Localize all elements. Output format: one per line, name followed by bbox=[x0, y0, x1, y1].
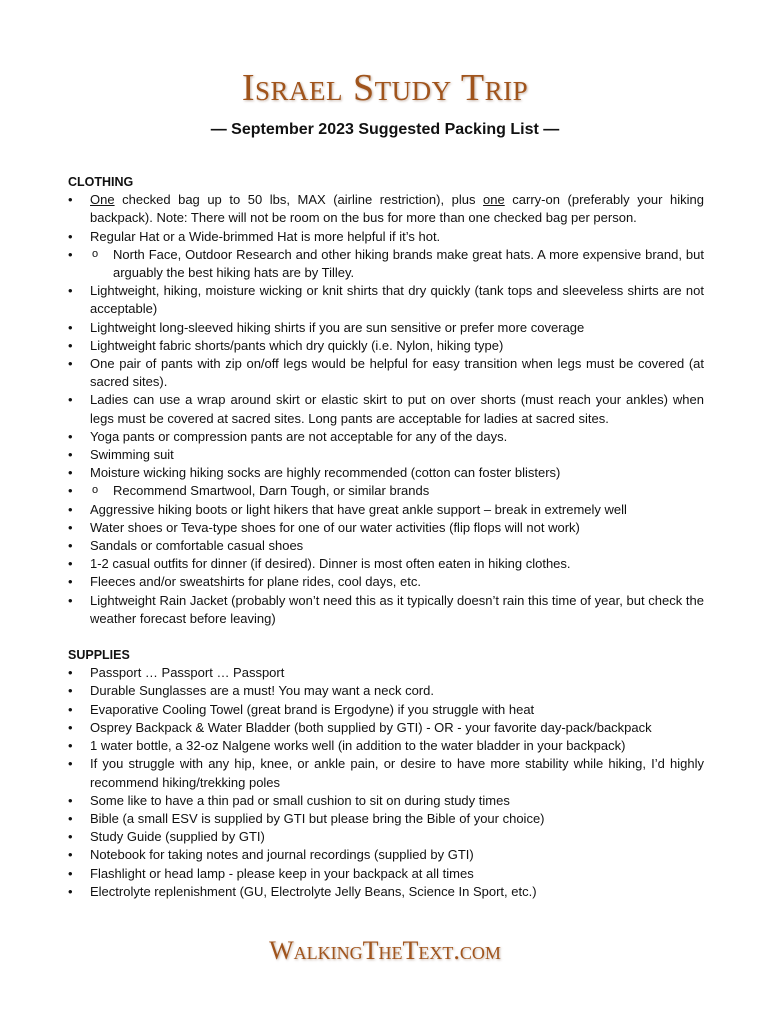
list-item: • 1-2 casual outfits for dinner (if desired). Dinner is most often eaten in hiking clothes. bbox=[68, 555, 704, 573]
list-item: • Lightweight long-sleeved hiking shirts if you are sun sensitive or prefer more coverage bbox=[68, 319, 704, 337]
list-item: • Passport … Passport … Passport bbox=[68, 664, 704, 682]
list-item: • Some like to have a thin pad or small cushion to sit on during study times bbox=[68, 792, 704, 810]
underlined-word: One bbox=[90, 192, 115, 208]
page-subtitle: — September 2023 Suggested Packing List — bbox=[210, 121, 560, 138]
list-item: • Regular Hat or a Wide-brimmed Hat is more helpful if it’s hot. bbox=[68, 228, 704, 246]
list-item: • One checked bag up to 50 lbs, MAX (airline restriction), plus one carry-on (preferably your hiking backpack). Note: There will not be room on the bus for more than one checked bag per person. bbox=[68, 191, 704, 227]
list-item: • Notebook for taking notes and journal recordings (supplied by GTI) bbox=[68, 846, 704, 864]
website-footer: WalkingTheText.com bbox=[269, 936, 501, 965]
list-item: • Ladies can use a wrap around skirt or elastic skirt to put on over shorts (must reach your ankles) when legs must be covered at sacred sites. Long pants are acceptable for ladies at sacred sites. bbox=[68, 391, 704, 427]
list-item: • If you struggle with any hip, knee, or ankle pain, or desire to have more stability while hiking, I’d highly recommend hiking/trekking poles bbox=[68, 755, 704, 791]
list-item: • Lightweight, hiking, moisture wicking or knit shirts that dry quickly (tank tops and sleeveless shirts are not acceptable) bbox=[68, 282, 704, 318]
list-item: • Evaporative Cooling Towel (great brand is Ergodyne) if you struggle with heat bbox=[68, 701, 704, 719]
list-item: • Fleeces and/or sweatshirts for plane rides, cool days, etc. bbox=[68, 573, 704, 591]
list-item: • Lightweight fabric shorts/pants which dry quickly (i.e. Nylon, hiking type) bbox=[68, 337, 704, 355]
list-item: • Swimming suit bbox=[68, 446, 704, 464]
list-item: • Study Guide (supplied by GTI) bbox=[68, 828, 704, 846]
sub-list-item: o • North Face, Outdoor Research and other hiking brands make great hats. A more expensive brand, but arguably the best hiking hats are by Tilley. bbox=[113, 246, 704, 282]
supplies-heading: SUPPLIES bbox=[68, 648, 130, 663]
sub-list-container bbox=[68, 482, 704, 500]
list-item: • Electrolyte replenishment (GU, Electrolyte Jelly Beans, Science In Sport, etc.) bbox=[68, 883, 704, 901]
socks-sub-list bbox=[68, 482, 704, 500]
list-item: • Aggressive hiking boots or light hikers that have great ankle support – break in extremely well bbox=[68, 501, 704, 519]
page-title: Israel Study Trip bbox=[241, 67, 529, 109]
list-item: • One pair of pants with zip on/off legs would be helpful for easy transition when legs must be covered (at sacred sites). bbox=[68, 355, 704, 391]
packing-list bbox=[68, 173, 704, 901]
list-item: • 1 water bottle, a 32-oz Nalgene works well (in addition to the water bladder in your backpack) bbox=[68, 737, 704, 755]
sub-list-container bbox=[68, 246, 704, 282]
list-item: • Water shoes or Teva-type shoes for one of our water activities (flip flops will not work) bbox=[68, 519, 704, 537]
list-item: • Moisture wicking hiking socks are highly recommended (cotton can foster blisters) bbox=[68, 464, 704, 482]
clothing-heading: CLOTHING bbox=[68, 175, 134, 189]
list-item: • Flashlight or head lamp - please keep in your backpack at all times bbox=[68, 865, 704, 883]
hat-sub-list bbox=[68, 246, 704, 282]
list-item: • Osprey Backpack & Water Bladder (both supplied by GTI) - OR - your favorite day-pack/backpack bbox=[68, 719, 704, 737]
clothing-list bbox=[68, 191, 704, 628]
list-item: • Sandals or comfortable casual shoes bbox=[68, 537, 704, 555]
list-item: • Durable Sunglasses are a must! You may want a neck cord. bbox=[68, 682, 704, 700]
list-item: • Bible (a small ESV is supplied by GTI but please bring the Bible of your choice) bbox=[68, 810, 704, 828]
supplies-list bbox=[68, 664, 704, 901]
list-item: • Yoga pants or compression pants are not acceptable for any of the days. bbox=[68, 428, 704, 446]
sub-list-item: o • Recommend Smartwool, Darn Tough, or similar brands bbox=[113, 482, 704, 500]
underlined-word: one bbox=[483, 192, 505, 208]
list-item: • Lightweight Rain Jacket (probably won’t need this as it typically doesn’t rain this time of year, but check the weather forecast before leaving) bbox=[68, 592, 704, 628]
